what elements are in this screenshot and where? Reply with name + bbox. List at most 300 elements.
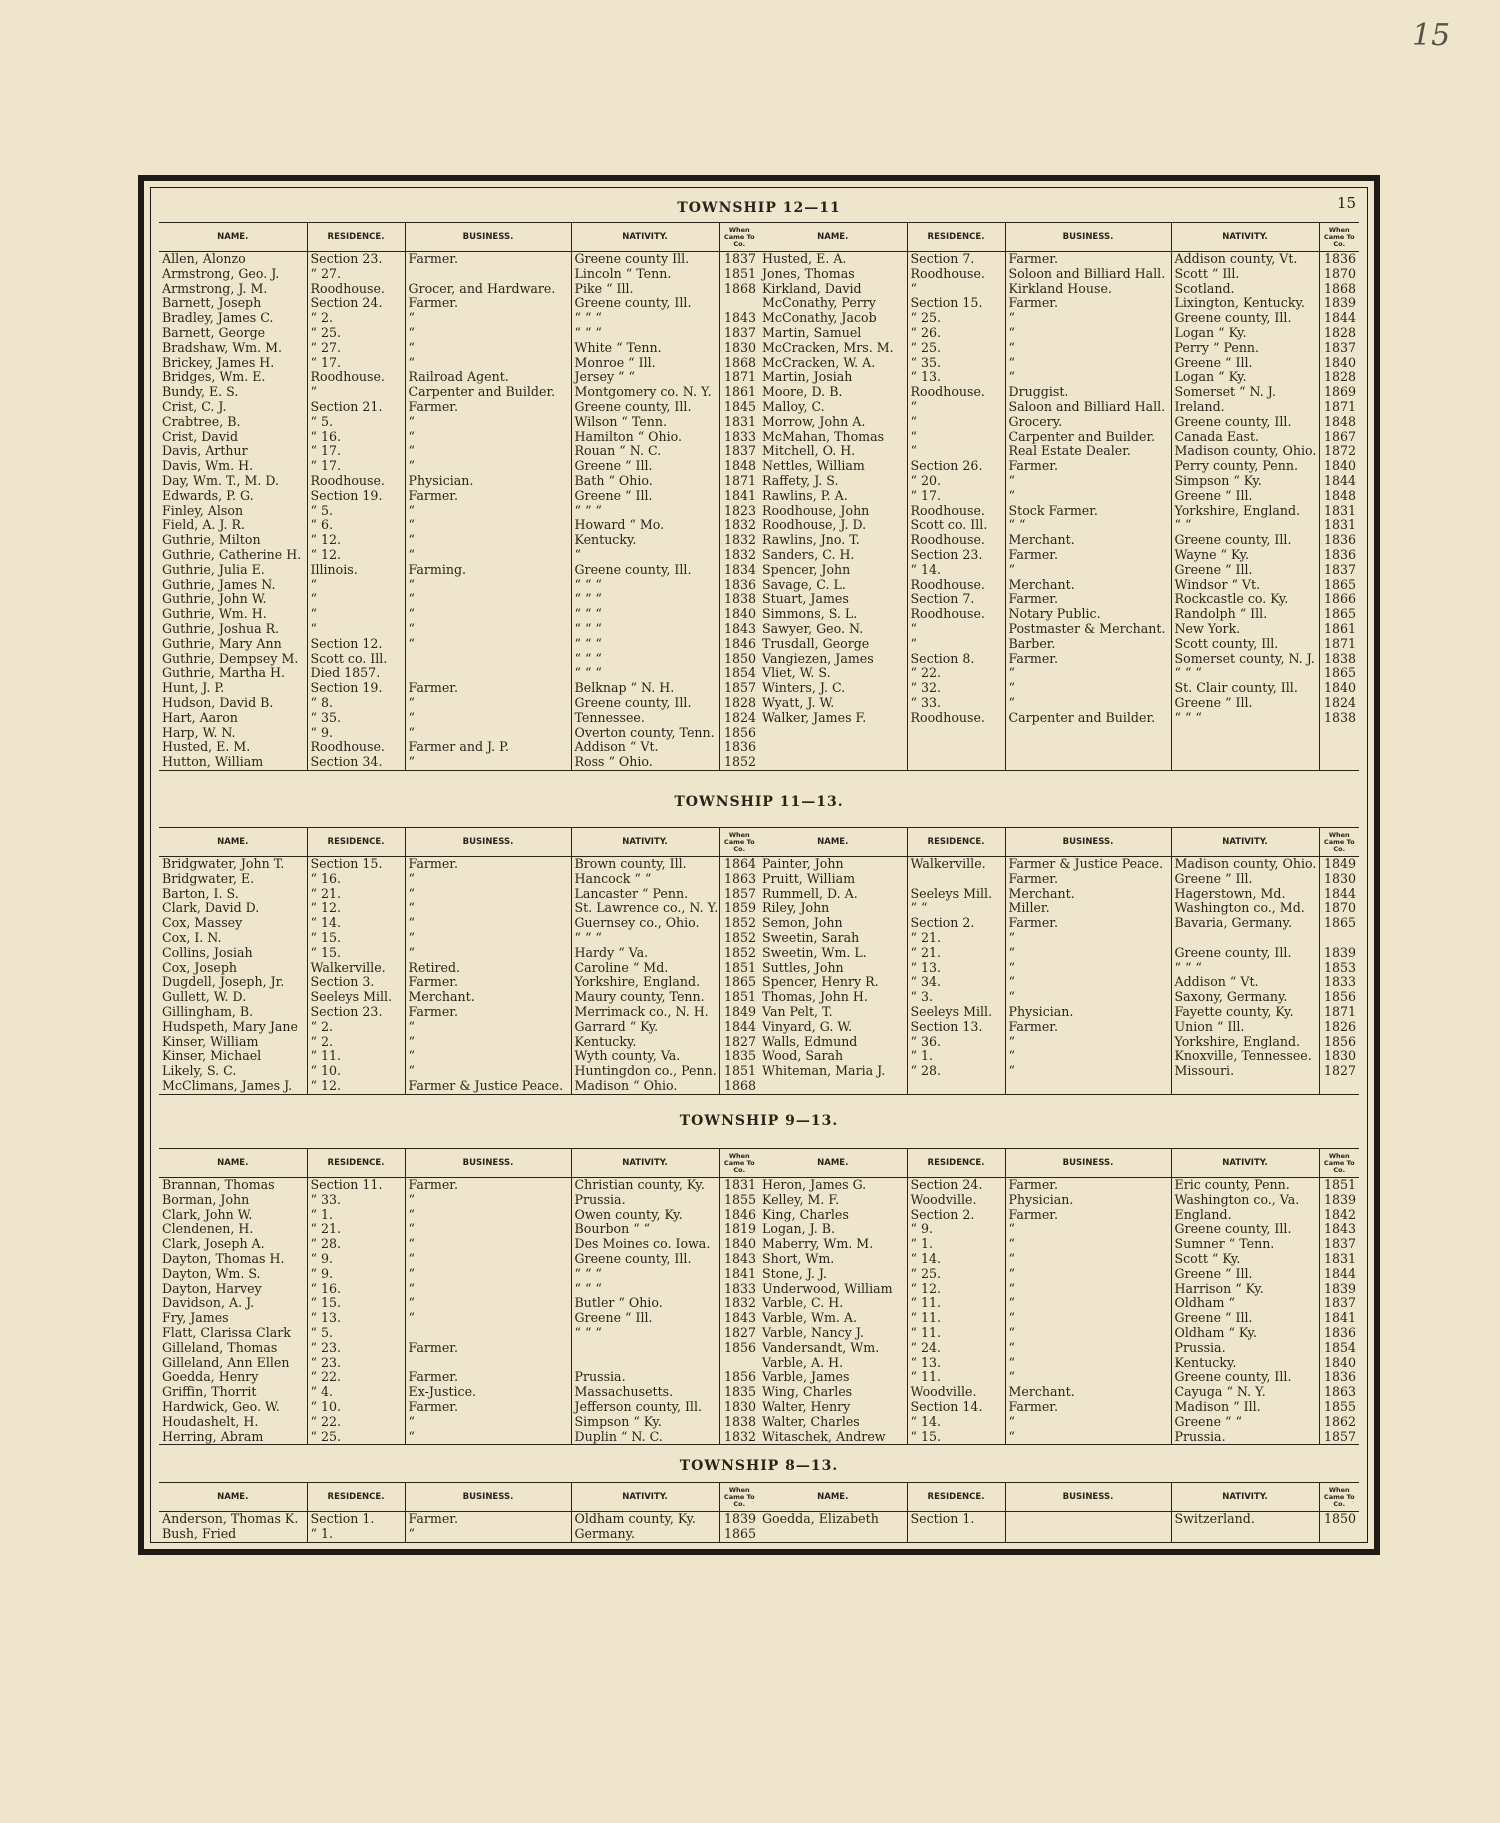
cell-nativity: “ “ “ (1171, 961, 1319, 976)
cell-name: Pruitt, William (762, 871, 856, 886)
cell-nativity: Washington co., Va. (1171, 1193, 1319, 1208)
table-row (159, 990, 1359, 1005)
cell-name: Sweetin, Wm. L. (762, 945, 867, 960)
cell-name: Guthrie, Wm. H. (162, 607, 267, 622)
twp-title-1: TOWNSHIP 11—13. (674, 794, 844, 810)
cell-name: Barton, I. S. (162, 886, 239, 901)
cell-year (1319, 755, 1359, 770)
col-header-business: BUSINESS. (1005, 1149, 1171, 1178)
cell-year: 1871 (719, 474, 759, 489)
cell-business: “ (405, 726, 571, 741)
cell-nativity: Washington co., Md. (1171, 901, 1319, 916)
cell-year: 1837 (1319, 1237, 1359, 1252)
cell-name: Dugdell, Joseph, Jr. (162, 975, 285, 990)
cell-year: 1823 (719, 504, 759, 519)
cell-nativity: Lixington, Kentucky. (1171, 296, 1319, 311)
cell-business: “ (405, 1296, 571, 1311)
cell-year: 1839 (1319, 296, 1359, 311)
cell-residence: “ 1. (307, 1527, 405, 1542)
cell-business: “ (405, 696, 571, 711)
cell-residence (907, 1079, 1005, 1094)
cell-business (405, 1326, 571, 1341)
cell-business: “ (405, 504, 571, 519)
table-row (159, 887, 1359, 902)
cell-business: “ (1005, 1035, 1171, 1050)
col-header-nativity: NATIVITY. (1171, 828, 1319, 857)
header-row (159, 1483, 1359, 1512)
cell-business: Farmer. (405, 400, 571, 415)
cell-residence: “ 17. (307, 356, 405, 371)
cell-nativity: Madison “ Ill. (1171, 1400, 1319, 1415)
cell-name: Cox, Joseph (162, 960, 238, 975)
cell-nativity: Overton county, Tenn. (571, 726, 719, 741)
table-row (159, 946, 1359, 961)
cell-year: 1842 (1319, 1208, 1359, 1223)
cell-name: Cox, Massey (162, 916, 243, 931)
cell-year: 1856 (1319, 990, 1359, 1005)
cell-year: 1839 (1319, 1282, 1359, 1297)
cell-name: Sawyer, Geo. N. (762, 621, 864, 636)
cell-nativity: Tennessee. (571, 711, 719, 726)
cell-name: Mitchell, O. H. (762, 444, 856, 459)
cell-name: Herring, Abram (159, 1430, 307, 1445)
cell-year: 1868 (719, 282, 759, 297)
cell-year: 1835 (719, 1385, 759, 1400)
cell-business: Carpenter and Builder. (405, 385, 571, 400)
cell-nativity: Oldham county, Ky. (571, 1512, 719, 1527)
cell-residence: “ 5. (307, 415, 405, 430)
cell-business: “ (1005, 1415, 1171, 1430)
cell-nativity: Caroline “ Md. (571, 961, 719, 976)
cell-year: 1846 (719, 637, 759, 652)
cell-business: Saloon and Billiard Hall. (1005, 400, 1171, 415)
cell-name: Martin, Samuel (762, 325, 862, 340)
cell-business: Grocery. (1005, 415, 1171, 430)
cell-year: 1841 (719, 1267, 759, 1282)
cell-year: 1859 (719, 901, 759, 916)
cell-business: Grocer, and Hardware. (405, 282, 571, 297)
cell-nativity (571, 1356, 719, 1371)
cell-business: “ (405, 459, 571, 474)
cell-business: “ (405, 341, 571, 356)
table-row (159, 311, 1359, 326)
cell-nativity: Knoxville, Tennessee. (1171, 1049, 1319, 1064)
cell-year: 1832 (719, 548, 759, 563)
cell-business: “ (405, 607, 571, 622)
cell-residence: “ (907, 400, 1005, 415)
cell-nativity: “ “ “ (571, 326, 719, 341)
cell-name: Whiteman, Maria J. (762, 1064, 886, 1079)
cell-business: Soloon and Billiard Hall. (1005, 267, 1171, 282)
cell-year: 1851 (719, 990, 759, 1005)
col-header-name: NAME. (159, 828, 307, 857)
col-header-name: NAME. (159, 1149, 307, 1178)
cell-name: Davis, Arthur (162, 444, 248, 459)
cell-residence (907, 872, 1005, 887)
cell-year: 1828 (1319, 370, 1359, 385)
cell-residence: “ 22. (307, 1415, 405, 1430)
cell-residence: “ 12. (307, 901, 405, 916)
cell-nativity: Addison “ Vt. (1171, 975, 1319, 990)
cell-business: “ (1005, 1049, 1171, 1064)
cell-nativity (1171, 1527, 1319, 1542)
cell-business: Real Estate Dealer. (1005, 444, 1171, 459)
cell-year: 1838 (719, 1415, 759, 1430)
cell-name (759, 755, 907, 770)
cell-year: 1840 (1319, 356, 1359, 371)
cell-business: “ (405, 1035, 571, 1050)
cell-year: 1841 (1319, 1311, 1359, 1326)
cell-residence: “ 15. (307, 946, 405, 961)
cell-residence: “ 34. (907, 975, 1005, 990)
table-row (159, 1020, 1359, 1035)
cell-name: Armstrong, J. M. (162, 281, 268, 296)
cell-business: Farmer. (405, 1005, 571, 1020)
cell-name: Hudson, David B. (162, 695, 274, 710)
table-row (159, 975, 1359, 990)
table-row (159, 1178, 1359, 1193)
cell-business: “ (1005, 1282, 1171, 1297)
cell-nativity: Scotland. (1171, 282, 1319, 297)
cell-nativity: Greene county, Ill. (571, 296, 719, 311)
cell-nativity: Hagerstown, Md. (1171, 887, 1319, 902)
table-row (159, 474, 1359, 489)
cell-nativity: Hancock “ “ (571, 872, 719, 887)
col-header-year: When Came To Co. (719, 1483, 759, 1512)
cell-nativity (571, 1341, 719, 1356)
col-header-nativity: NATIVITY. (1171, 1483, 1319, 1512)
cell-business: “ (1005, 1267, 1171, 1282)
table-row (159, 563, 1359, 578)
cell-name: Martin, Josiah (762, 370, 853, 385)
table-row (159, 326, 1359, 341)
cell-name: Jones, Thomas (762, 266, 855, 281)
cell-residence: Roodhouse. (307, 282, 405, 297)
cell-business: “ (405, 622, 571, 637)
cell-year: 1827 (719, 1326, 759, 1341)
table-row (159, 1049, 1359, 1064)
cell-residence: “ 11. (907, 1296, 1005, 1311)
cell-nativity: Logan “ Ky. (1171, 326, 1319, 341)
cell-business: Merchant. (1005, 578, 1171, 593)
table-row (159, 370, 1359, 385)
cell-business: “ (405, 887, 571, 902)
cell-business (1005, 726, 1171, 741)
cell-year: 1871 (1319, 400, 1359, 415)
cell-residence: Section 2. (907, 1208, 1005, 1223)
cell-year: 1855 (1319, 1400, 1359, 1415)
cell-residence: “ 21. (307, 887, 405, 902)
cell-name: Maberry, Wm. M. (762, 1237, 874, 1252)
cell-year: 1837 (719, 252, 759, 267)
cell-year: 1848 (1319, 489, 1359, 504)
cell-business: “ (405, 1064, 571, 1079)
header-row (159, 223, 1359, 252)
cell-residence: “ 32. (907, 681, 1005, 696)
cell-year: 1838 (719, 592, 759, 607)
col-header-year: When Came To Co. (1319, 1149, 1359, 1178)
twp-table-0 (159, 222, 1359, 771)
cell-year: 1867 (1319, 430, 1359, 445)
cell-business: Physician. (1005, 1005, 1171, 1020)
cell-name: McConathy, Jacob (762, 311, 877, 326)
cell-business: “ (405, 1193, 571, 1208)
table-row (159, 518, 1359, 533)
cell-nativity: Greene “ Ill. (1171, 696, 1319, 711)
cell-nativity: Somerset “ N. J. (1171, 385, 1319, 400)
cell-nativity: Guernsey co., Ohio. (571, 916, 719, 931)
cell-name: Spencer, Henry R. (762, 975, 879, 990)
cell-year: 1852 (719, 916, 759, 931)
cell-residence: “ 16. (307, 872, 405, 887)
cell-nativity: “ “ “ (571, 1267, 719, 1282)
cell-year: 1828 (719, 696, 759, 711)
cell-year: 1840 (1319, 1356, 1359, 1371)
cell-business: “ (405, 1282, 571, 1297)
cell-name: Barnett, Joseph (162, 296, 262, 311)
cell-name: Walker, James F. (762, 710, 867, 725)
cell-name: Varble, A. H. (762, 1355, 844, 1370)
cell-residence: Roodhouse. (907, 385, 1005, 400)
cell-name: Crist, David (162, 429, 239, 444)
cell-year: 1849 (719, 1005, 759, 1020)
cell-year: 1852 (719, 931, 759, 946)
header-row (159, 1149, 1359, 1178)
cell-residence: “ 2. (307, 1020, 405, 1035)
cell-name: Bundy, E. S. (162, 385, 239, 400)
cell-residence: Section 23. (307, 252, 405, 267)
cell-year: 1831 (1319, 1252, 1359, 1267)
cell-name: Witaschek, Andrew (759, 1430, 907, 1445)
cell-year: 1832 (719, 533, 759, 548)
cell-name: Crist, C. J. (162, 399, 227, 414)
cell-residence: “ 11. (907, 1311, 1005, 1326)
cell-residence: “ 1. (907, 1237, 1005, 1252)
cell-year: 1836 (1319, 252, 1359, 267)
table-row (159, 252, 1359, 267)
col-header-nativity: NATIVITY. (571, 828, 719, 857)
col-header-business: BUSINESS. (405, 223, 571, 252)
cell-nativity: Greene county, Ill. (1171, 946, 1319, 961)
col-header-year: When Came To Co. (1319, 223, 1359, 252)
cell-nativity: Greene “ Ill. (571, 459, 719, 474)
cell-nativity: Yorkshire, England. (1171, 1035, 1319, 1050)
cell-nativity: Kentucky. (1171, 1356, 1319, 1371)
cell-year: 1836 (1319, 1326, 1359, 1341)
table-row (159, 901, 1359, 916)
cell-residence: “ 23. (307, 1356, 405, 1371)
cell-name: Nettles, William (762, 459, 865, 474)
table-row (159, 1415, 1359, 1430)
cell-year: 1855 (719, 1193, 759, 1208)
cell-nativity: Simpson “ Ky. (1171, 474, 1319, 489)
cell-nativity: Merrimack co., N. H. (571, 1005, 719, 1020)
cell-residence: Section 11. (307, 1178, 405, 1193)
cell-nativity: Duplin “ N. C. (571, 1430, 719, 1445)
cell-name: Riley, John (762, 901, 830, 916)
cell-business (1005, 1512, 1171, 1527)
cell-business: Farmer. (405, 1512, 571, 1527)
cell-nativity: Eric county, Penn. (1171, 1178, 1319, 1193)
cell-name: Rawlins, Jno. T. (762, 533, 860, 548)
cell-residence: “ 8. (307, 696, 405, 711)
cell-name: Guthrie, Milton (162, 533, 261, 548)
col-header-year: When Came To Co. (719, 223, 759, 252)
cell-year: 1831 (719, 415, 759, 430)
col-header-residence: RESIDENCE. (307, 1149, 405, 1178)
cell-business: “ (405, 1415, 571, 1430)
cell-residence: Section 13. (907, 1020, 1005, 1035)
cell-business: “ (405, 872, 571, 887)
table-row (159, 1064, 1359, 1079)
cell-name: Dayton, Thomas H. (162, 1251, 285, 1266)
cell-year (1319, 1079, 1359, 1094)
cell-name: Savage, C. L. (762, 577, 846, 592)
cell-nativity: Logan “ Ky. (1171, 370, 1319, 385)
cell-residence: Section 21. (307, 400, 405, 415)
cell-year: 1830 (719, 341, 759, 356)
cell-business: Physician. (405, 474, 571, 489)
cell-residence: Section 1. (907, 1512, 1005, 1527)
cell-residence: “ 10. (307, 1400, 405, 1415)
cell-business (1005, 1079, 1171, 1094)
cell-nativity: Owen county, Ky. (571, 1208, 719, 1223)
cell-name: Vinyard, G. W. (762, 1019, 853, 1034)
table-row (159, 1512, 1359, 1527)
cell-residence: “ “ (907, 901, 1005, 916)
cell-residence: “ 27. (307, 267, 405, 282)
cell-year: 1839 (719, 1512, 759, 1527)
cell-nativity: Lincoln “ Tenn. (571, 267, 719, 282)
cell-year: 1837 (719, 326, 759, 341)
cell-year: 1871 (1319, 637, 1359, 652)
col-header-year: When Came To Co. (719, 828, 759, 857)
cell-business: “ (405, 356, 571, 371)
cell-nativity: Scott “ Ill. (1171, 267, 1319, 282)
cell-name: Dayton, Harvey (162, 1281, 262, 1296)
cell-business: “ (1005, 975, 1171, 990)
cell-business: Farmer. (1005, 252, 1171, 267)
cell-business: “ (405, 518, 571, 533)
cell-residence: “ 33. (907, 696, 1005, 711)
cell-name: Crabtree, B. (162, 414, 241, 429)
cell-residence: “ 22. (907, 666, 1005, 681)
cell-year: 1850 (1319, 1512, 1359, 1527)
cell-name: Hutton, William (159, 755, 307, 770)
table-row (159, 459, 1359, 474)
cell-nativity: “ “ “ (571, 931, 719, 946)
cell-name: Gullett, W. D. (162, 990, 247, 1005)
cell-year: 1868 (1319, 282, 1359, 297)
cell-residence: “ 6. (307, 518, 405, 533)
cell-year: 1844 (1319, 474, 1359, 489)
cell-residence: Section 19. (307, 681, 405, 696)
cell-year (1319, 1527, 1359, 1542)
cell-year: 1843 (719, 622, 759, 637)
cell-name: Walls, Edmund (762, 1034, 858, 1049)
cell-year: 1853 (1319, 961, 1359, 976)
cell-business (405, 267, 571, 282)
cell-name: Guthrie, Dempsey M. (162, 651, 299, 666)
cell-business: Railroad Agent. (405, 370, 571, 385)
col-header-year: When Came To Co. (719, 1149, 759, 1178)
cell-nativity: Kentucky. (571, 533, 719, 548)
cell-name: Cox, I. N. (162, 930, 222, 945)
cell-business: “ (405, 548, 571, 563)
table-row (159, 356, 1359, 371)
cell-name: Hardwick, Geo. W. (162, 1399, 280, 1414)
cell-name: Wyatt, J. W. (762, 695, 835, 710)
cell-name: Guthrie, John W. (162, 592, 267, 607)
cell-nativity: Harrison “ Ky. (1171, 1282, 1319, 1297)
cell-residence: “ 25. (907, 311, 1005, 326)
col-header-nativity: NATIVITY. (571, 1483, 719, 1512)
cell-name: Malloy, C. (762, 399, 825, 414)
cell-name: Hudspeth, Mary Jane (162, 1019, 298, 1034)
cell-year: 1851 (1319, 1178, 1359, 1193)
col-header-nativity: NATIVITY. (571, 223, 719, 252)
cell-residence: “ 13. (907, 961, 1005, 976)
cell-business: Farmer. (405, 1341, 571, 1356)
cell-residence: Seeleys Mill. (907, 887, 1005, 902)
cell-residence: “ 28. (907, 1064, 1005, 1079)
cell-business (1005, 755, 1171, 770)
cell-name: Varble, James (762, 1370, 850, 1385)
cell-year: 1832 (719, 1430, 759, 1445)
cell-nativity: England. (1171, 1208, 1319, 1223)
cell-residence: “ 3. (907, 990, 1005, 1005)
table-row (159, 578, 1359, 593)
cell-nativity: Greene “ Ill. (1171, 872, 1319, 887)
cell-year: 1830 (719, 1400, 759, 1415)
table-row (159, 1385, 1359, 1400)
table-row (159, 282, 1359, 297)
cell-name: McMahan, Thomas (762, 429, 885, 444)
cell-name: Bridges, Wm. E. (162, 370, 266, 385)
cell-nativity: Wyth county, Va. (571, 1049, 719, 1064)
cell-nativity: Prussia. (1171, 1430, 1319, 1445)
col-header-name: NAME. (759, 223, 907, 252)
cell-nativity: Huntingdon co., Penn. (571, 1064, 719, 1079)
cell-nativity (1171, 726, 1319, 741)
cell-residence: “ 9. (307, 1252, 405, 1267)
col-header-business: BUSINESS. (405, 828, 571, 857)
cell-year: 1870 (1319, 901, 1359, 916)
cell-business: Farmer. (405, 252, 571, 267)
cell-name: Davis, Wm. H. (162, 459, 254, 474)
cell-business: “ (405, 1267, 571, 1282)
cell-business: “ (1005, 1370, 1171, 1385)
cell-year: 1839 (1319, 946, 1359, 961)
table-row (159, 1296, 1359, 1311)
cell-name: Varble, Nancy J. (762, 1325, 864, 1340)
twp-table-1 (159, 827, 1359, 1095)
col-header-business: BUSINESS. (405, 1149, 571, 1178)
cell-business: Carpenter and Builder. (1005, 711, 1171, 726)
cell-residence: “ (907, 282, 1005, 297)
cell-residence: “ 2. (307, 1035, 405, 1050)
cell-business: “ (1005, 1296, 1171, 1311)
cell-nativity: Oldham “ (1171, 1296, 1319, 1311)
cell-residence: “ 5. (307, 1326, 405, 1341)
cell-nativity: “ “ “ (571, 652, 719, 667)
cell-nativity: Oldham “ Ky. (1171, 1326, 1319, 1341)
cell-year: 1845 (719, 400, 759, 415)
table-row (159, 444, 1359, 459)
cell-residence: “ 1. (307, 1208, 405, 1223)
cell-name: Morrow, John A. (762, 414, 866, 429)
cell-business: Barber. (1005, 637, 1171, 652)
